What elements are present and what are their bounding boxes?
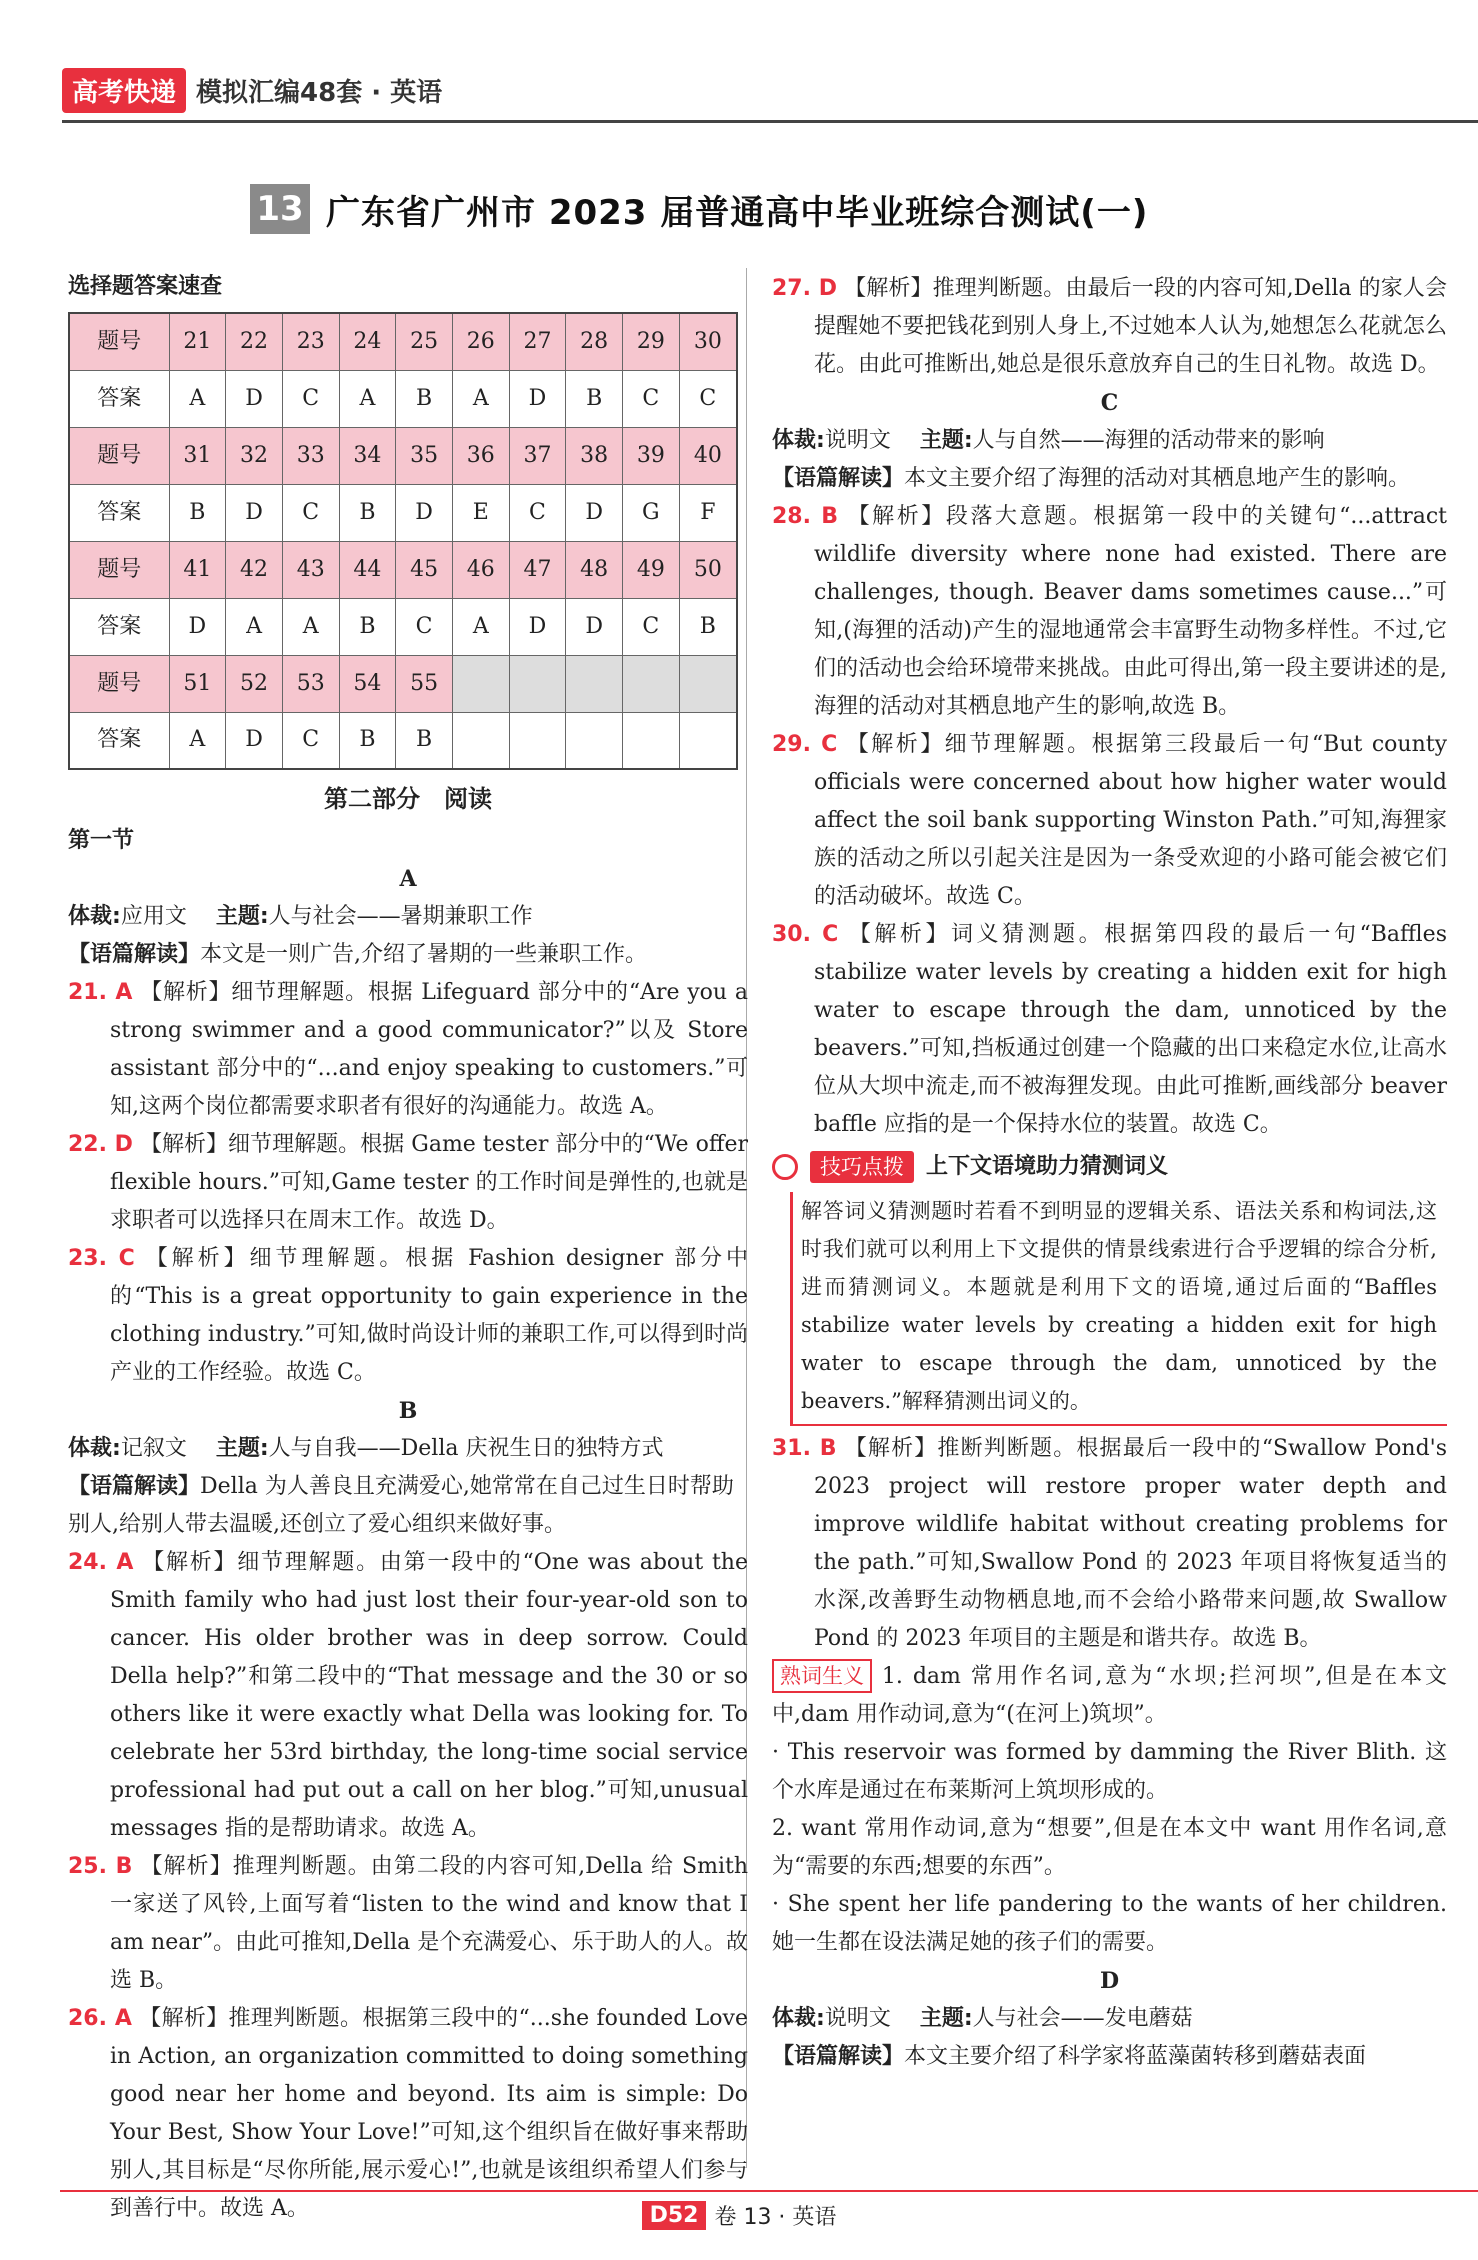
passage-a-letter: A [399, 866, 417, 892]
section-title: 第一节 [68, 828, 135, 853]
question-number-cell: 28 [566, 313, 623, 370]
passage-d-letter: D [1099, 1968, 1120, 1994]
answer-22: 22. D 【解析】细节理解题。根据 Game tester 部分中的“We offer flexible hours.”可知,Game tester 的工作时间是弹性的,也就是求职者可以选择只在周末工作。故选 D。 [68, 1132, 748, 1233]
vocab-example-2: · She spent her life pandering to the wants of her children. 她一生都在设法满足她的孩子们的需要。 [772, 1892, 1447, 1955]
question-number-cell: 52 [226, 655, 283, 712]
answer-27: 27. D 【解析】推理判断题。由最后一段的内容可知,Della 的家人会提醒她不要把钱花到别人身上,不过她本人认为,她想怎么花就怎么花。由此可推断出,她总是很乐意放弃自己的生日礼物。故选 D。 [772, 276, 1447, 377]
answer-30: 30. C 【解析】词义猜测题。根据第四段的最后一句“Baffles stabilize water levels by creating a hidden exit for high water to escape through the dam, unnoticed by the beavers.”可知,挡板通过创建一个隐藏的出口来稳定水位,让高水位从大坝中流走,而不被海狸发现。由此可推断,画线部分 beaver baffle 应指的是一个保持水位的装置。故选 C。 [772, 922, 1447, 1137]
vocab-example-1: · This reservoir was formed by damming the River Blith. 这个水库是通过在布莱斯河上筑坝形成的。 [772, 1740, 1447, 1803]
passage-a-summary: 【语篇解读】本文是一则广告,介绍了暑期的一些兼职工作。 [68, 942, 648, 967]
passage-d-summary: 【语篇解读】本文主要介绍了科学家将蓝藻菌转移到蘑菇表面 [772, 2044, 1367, 2069]
row-label: 题号 [69, 655, 169, 712]
answer-cell [679, 712, 737, 769]
answer-23: 23. C 【解析】细节理解题。根据 Fashion designer 部分中的“This is a great opportunity to gain experience in the clothing industry.”可知,做时尚设计师的兼职工作,可以得到时尚产业的工作经验。故选 C。 [68, 1246, 748, 1385]
question-number-cell [452, 655, 509, 712]
header [62, 66, 442, 114]
question-number-cell: 27 [509, 313, 566, 370]
tip-box: 解答词义猜测题时若看不到明显的逻辑关系、语法关系和构词法,这时我们就可以利用上下文提供的情景线索进行合乎逻辑的综合分析,进而猜测词义。本题就是利用下文的语境,通过后面的“Baffles stabilize water levels by creating a hidden exit for high water to escape through the dam, unnoticed by the beavers.”解释猜测出词义的。 [790, 1192, 1447, 1426]
footer [0, 2200, 1478, 2231]
answer-cell: D [169, 598, 226, 655]
answer-table-num-row [69, 541, 737, 598]
answer-table-label: 选择题答案速查 [68, 274, 223, 299]
answer-cell: C [282, 484, 339, 541]
answer-cell: C [282, 712, 339, 769]
part-title: 第二部分 阅读 [324, 785, 492, 813]
answer-cell: B [169, 484, 226, 541]
answer-cell: F [679, 484, 737, 541]
answer-table-num-row [69, 313, 737, 370]
question-number-cell: 48 [566, 541, 623, 598]
question-number-cell: 34 [339, 427, 396, 484]
left-column [68, 268, 748, 2228]
right-column [772, 270, 1447, 2076]
answer-31: 31. B 【解析】推断判断题。根据最后一段中的“Swallow Pond's 2023 project will restore proper water depth and improve wildlife habitat without creating problems for the path.”可知,Swallow Pond 的 2023 年项目将恢复适当的水深,改善野生动物栖息地,而不会给小路带来问题,故 Swallow Pond 的 2023 年项目的主题是和谐共存。故选 B。 [772, 1436, 1448, 1651]
row-label: 答案 [69, 370, 169, 427]
answer-cell: C [509, 484, 566, 541]
question-number-cell: 38 [566, 427, 623, 484]
question-number-cell: 53 [282, 655, 339, 712]
passage-b-letter: B [398, 1398, 418, 1424]
answer-cell: D [226, 370, 283, 427]
footer-text: 卷 13 · 英语 [714, 2205, 837, 2230]
question-number-cell: 31 [169, 427, 226, 484]
answer-table-num-row [69, 655, 737, 712]
tip-header [772, 1148, 1447, 1186]
passage-c-meta: 体裁:说明文 主题:人与自然——海狸的活动带来的影响 [772, 428, 1325, 453]
question-number-cell: 47 [509, 541, 566, 598]
question-number-cell: 50 [679, 541, 737, 598]
question-number-cell: 33 [282, 427, 339, 484]
question-number-cell: 54 [339, 655, 396, 712]
question-number-cell [679, 655, 737, 712]
question-number-cell: 35 [396, 427, 453, 484]
answer-cell: E [452, 484, 509, 541]
question-number-cell: 29 [623, 313, 680, 370]
question-number-cell: 26 [452, 313, 509, 370]
answer-cell: D [566, 484, 623, 541]
answer-cell: C [282, 370, 339, 427]
vocab-note-1: 熟词生义 1. dam 常用作名词,意为“水坝;拦河坝”,但是在本文中,dam 用作动词,意为“(在河上)筑坝”。 [772, 1658, 1447, 1734]
clock-icon [772, 1154, 798, 1180]
answer-cell: B [339, 598, 396, 655]
question-number-cell: 23 [282, 313, 339, 370]
answer-table-num-row [69, 427, 737, 484]
answer-cell: D [226, 484, 283, 541]
footer-rule [60, 2190, 1478, 2192]
question-number-cell: 55 [396, 655, 453, 712]
answer-cell: A [169, 712, 226, 769]
question-number-cell: 22 [226, 313, 283, 370]
question-number-cell: 30 [679, 313, 737, 370]
answer-24: 24. A 【解析】细节理解题。由第一段中的“One was about the Smith family who had just lost their four-year-old son to cancer. His older brother was in deep sorrow. Could Della help?”和第二段中的“That message and the 30 or so others like it were exactly what Della was looking for. To celebrate her 53rd birthday, the long-time social service professional had put out a call on her blog.”可知,unusual messages 指的是帮助请求。故选 A。 [68, 1550, 748, 1841]
answer-cell [509, 712, 566, 769]
question-number-cell [623, 655, 680, 712]
answer-cell: D [396, 484, 453, 541]
question-number-cell: 24 [339, 313, 396, 370]
passage-b-summary: 【语篇解读】Della 为人善良且充满爱心,她常常在自己过生日时帮助别人,给别人带去温暖,还创立了爱心组织来做好事。 [68, 1474, 734, 1537]
answer-21: 21. A 【解析】细节理解题。根据 Lifeguard 部分中的“Are you a strong swimmer and a good communicator?”以及 Store assistant 部分中的“...and enjoy speaking to customers.”可知,这两个岗位都需要求职者有很好的沟通能力。故选 A。 [68, 980, 748, 1119]
answer-cell [623, 712, 680, 769]
answer-cell: B [566, 370, 623, 427]
answer-cell: D [566, 598, 623, 655]
header-rule [62, 120, 1478, 123]
passage-d-meta: 体裁:说明文 主题:人与社会——发电蘑菇 [772, 2006, 1193, 2031]
answer-cell: C [623, 598, 680, 655]
answer-cell: D [226, 712, 283, 769]
question-number-cell: 36 [452, 427, 509, 484]
answer-cell: A [339, 370, 396, 427]
answer-cell: A [452, 370, 509, 427]
answer-cell: A [452, 598, 509, 655]
answer-cell [566, 712, 623, 769]
answer-29: 29. C 【解析】细节理解题。根据第三段最后一句“But county officials were concerned about how higher water would affect the soil bank supporting Winston Path.”可知,海狸家族的活动之所以引起关注是因为一条受欢迎的小路可能会被它们的活动破坏。故选 C。 [772, 732, 1448, 909]
answer-cell: G [623, 484, 680, 541]
question-number-cell: 41 [169, 541, 226, 598]
row-label: 答案 [69, 484, 169, 541]
answer-cell: A [169, 370, 226, 427]
answer-table [68, 312, 738, 770]
answer-cell: B [339, 484, 396, 541]
answer-table-ans-row [69, 712, 737, 769]
page-number: D52 [642, 2201, 707, 2230]
row-label: 答案 [69, 712, 169, 769]
answer-cell: B [339, 712, 396, 769]
answer-cell: D [509, 370, 566, 427]
passage-c-letter: C [1100, 390, 1119, 416]
page-title: 广东省广州市 2023 届普通高中毕业班综合测试(一) [326, 192, 1149, 233]
answer-cell: B [679, 598, 737, 655]
question-number-cell [566, 655, 623, 712]
question-number-cell: 37 [509, 427, 566, 484]
page-title-row [250, 184, 1148, 234]
answer-cell [452, 712, 509, 769]
answer-cell: C [679, 370, 737, 427]
answer-cell: A [226, 598, 283, 655]
row-label: 答案 [69, 598, 169, 655]
answer-25: 25. B 【解析】推理判断题。由第二段的内容可知,Della 给 Smith 一家送了风铃,上面写着“listen to the wind and know that I am near”。由此可推知,Della 是个充满爱心、乐于助人的人。故选 B。 [68, 1854, 748, 1993]
row-label: 题号 [69, 313, 169, 370]
answer-cell: B [396, 370, 453, 427]
question-number-cell: 49 [623, 541, 680, 598]
question-number-cell: 51 [169, 655, 226, 712]
brand-logo: 高考快递 [62, 68, 186, 113]
question-number-cell: 45 [396, 541, 453, 598]
tip-title: 上下文语境助力猜测词义 [926, 1154, 1169, 1179]
answer-cell: C [623, 370, 680, 427]
passage-a-meta: 体裁:应用文 主题:人与社会——暑期兼职工作 [68, 904, 533, 929]
passage-c-summary: 【语篇解读】本文主要介绍了海狸的活动对其栖息地产生的影响。 [772, 466, 1411, 491]
answer-table-ans-row [69, 370, 737, 427]
answer-cell: B [396, 712, 453, 769]
answer-cell: C [396, 598, 453, 655]
question-number-cell [509, 655, 566, 712]
question-number-cell: 42 [226, 541, 283, 598]
question-number-cell: 21 [169, 313, 226, 370]
answer-table-ans-row [69, 484, 737, 541]
answer-26: 26. A 【解析】推理判断题。根据第三段中的“...she founded Love in Action, an organization committed to doing something good near her home and beyond. Its aim is simple: Do Your Best, Show Your Love!”可知,这个组织旨在做好事来帮助别人,其目标是“尽你所能,展示爱心!”,也就是该组织希望人们参与到善行中。故选 A。 [68, 2006, 748, 2221]
question-number-cell: 32 [226, 427, 283, 484]
question-number-cell: 46 [452, 541, 509, 598]
question-number-cell: 39 [623, 427, 680, 484]
answer-28: 28. B 【解析】段落大意题。根据第一段中的关键句“...attract wildlife diversity where none had existed. There are challenges, though. Beaver dams sometimes cause...”可知,(海狸的活动)产生的湿地通常会丰富野生动物多样性。不过,它们的活动也会给环境带来挑战。由此可得出,第一段主要讲述的是,海狸的活动对其栖息地产生的影响,故选 B。 [772, 504, 1447, 719]
row-label: 题号 [69, 541, 169, 598]
vocab-tag: 熟词生义 [772, 1659, 872, 1693]
tip-label: 技巧点拨 [810, 1151, 914, 1183]
book-subtitle: 模拟汇编48套 · 英语 [196, 77, 443, 108]
answer-cell: D [509, 598, 566, 655]
question-number-cell: 25 [396, 313, 453, 370]
answer-table-ans-row [69, 598, 737, 655]
vocab-note-2: 2. want 常用作动词,意为“想要”,但是在本文中 want 用作名词,意为“需要的东西;想要的东西”。 [772, 1816, 1447, 1879]
row-label: 题号 [69, 427, 169, 484]
question-number-cell: 40 [679, 427, 737, 484]
question-number-cell: 44 [339, 541, 396, 598]
paper-number: 13 [250, 184, 310, 234]
question-number-cell: 43 [282, 541, 339, 598]
answer-cell: A [282, 598, 339, 655]
passage-b-meta: 体裁:记叙文 主题:人与自我——Della 庆祝生日的独特方式 [68, 1436, 664, 1461]
